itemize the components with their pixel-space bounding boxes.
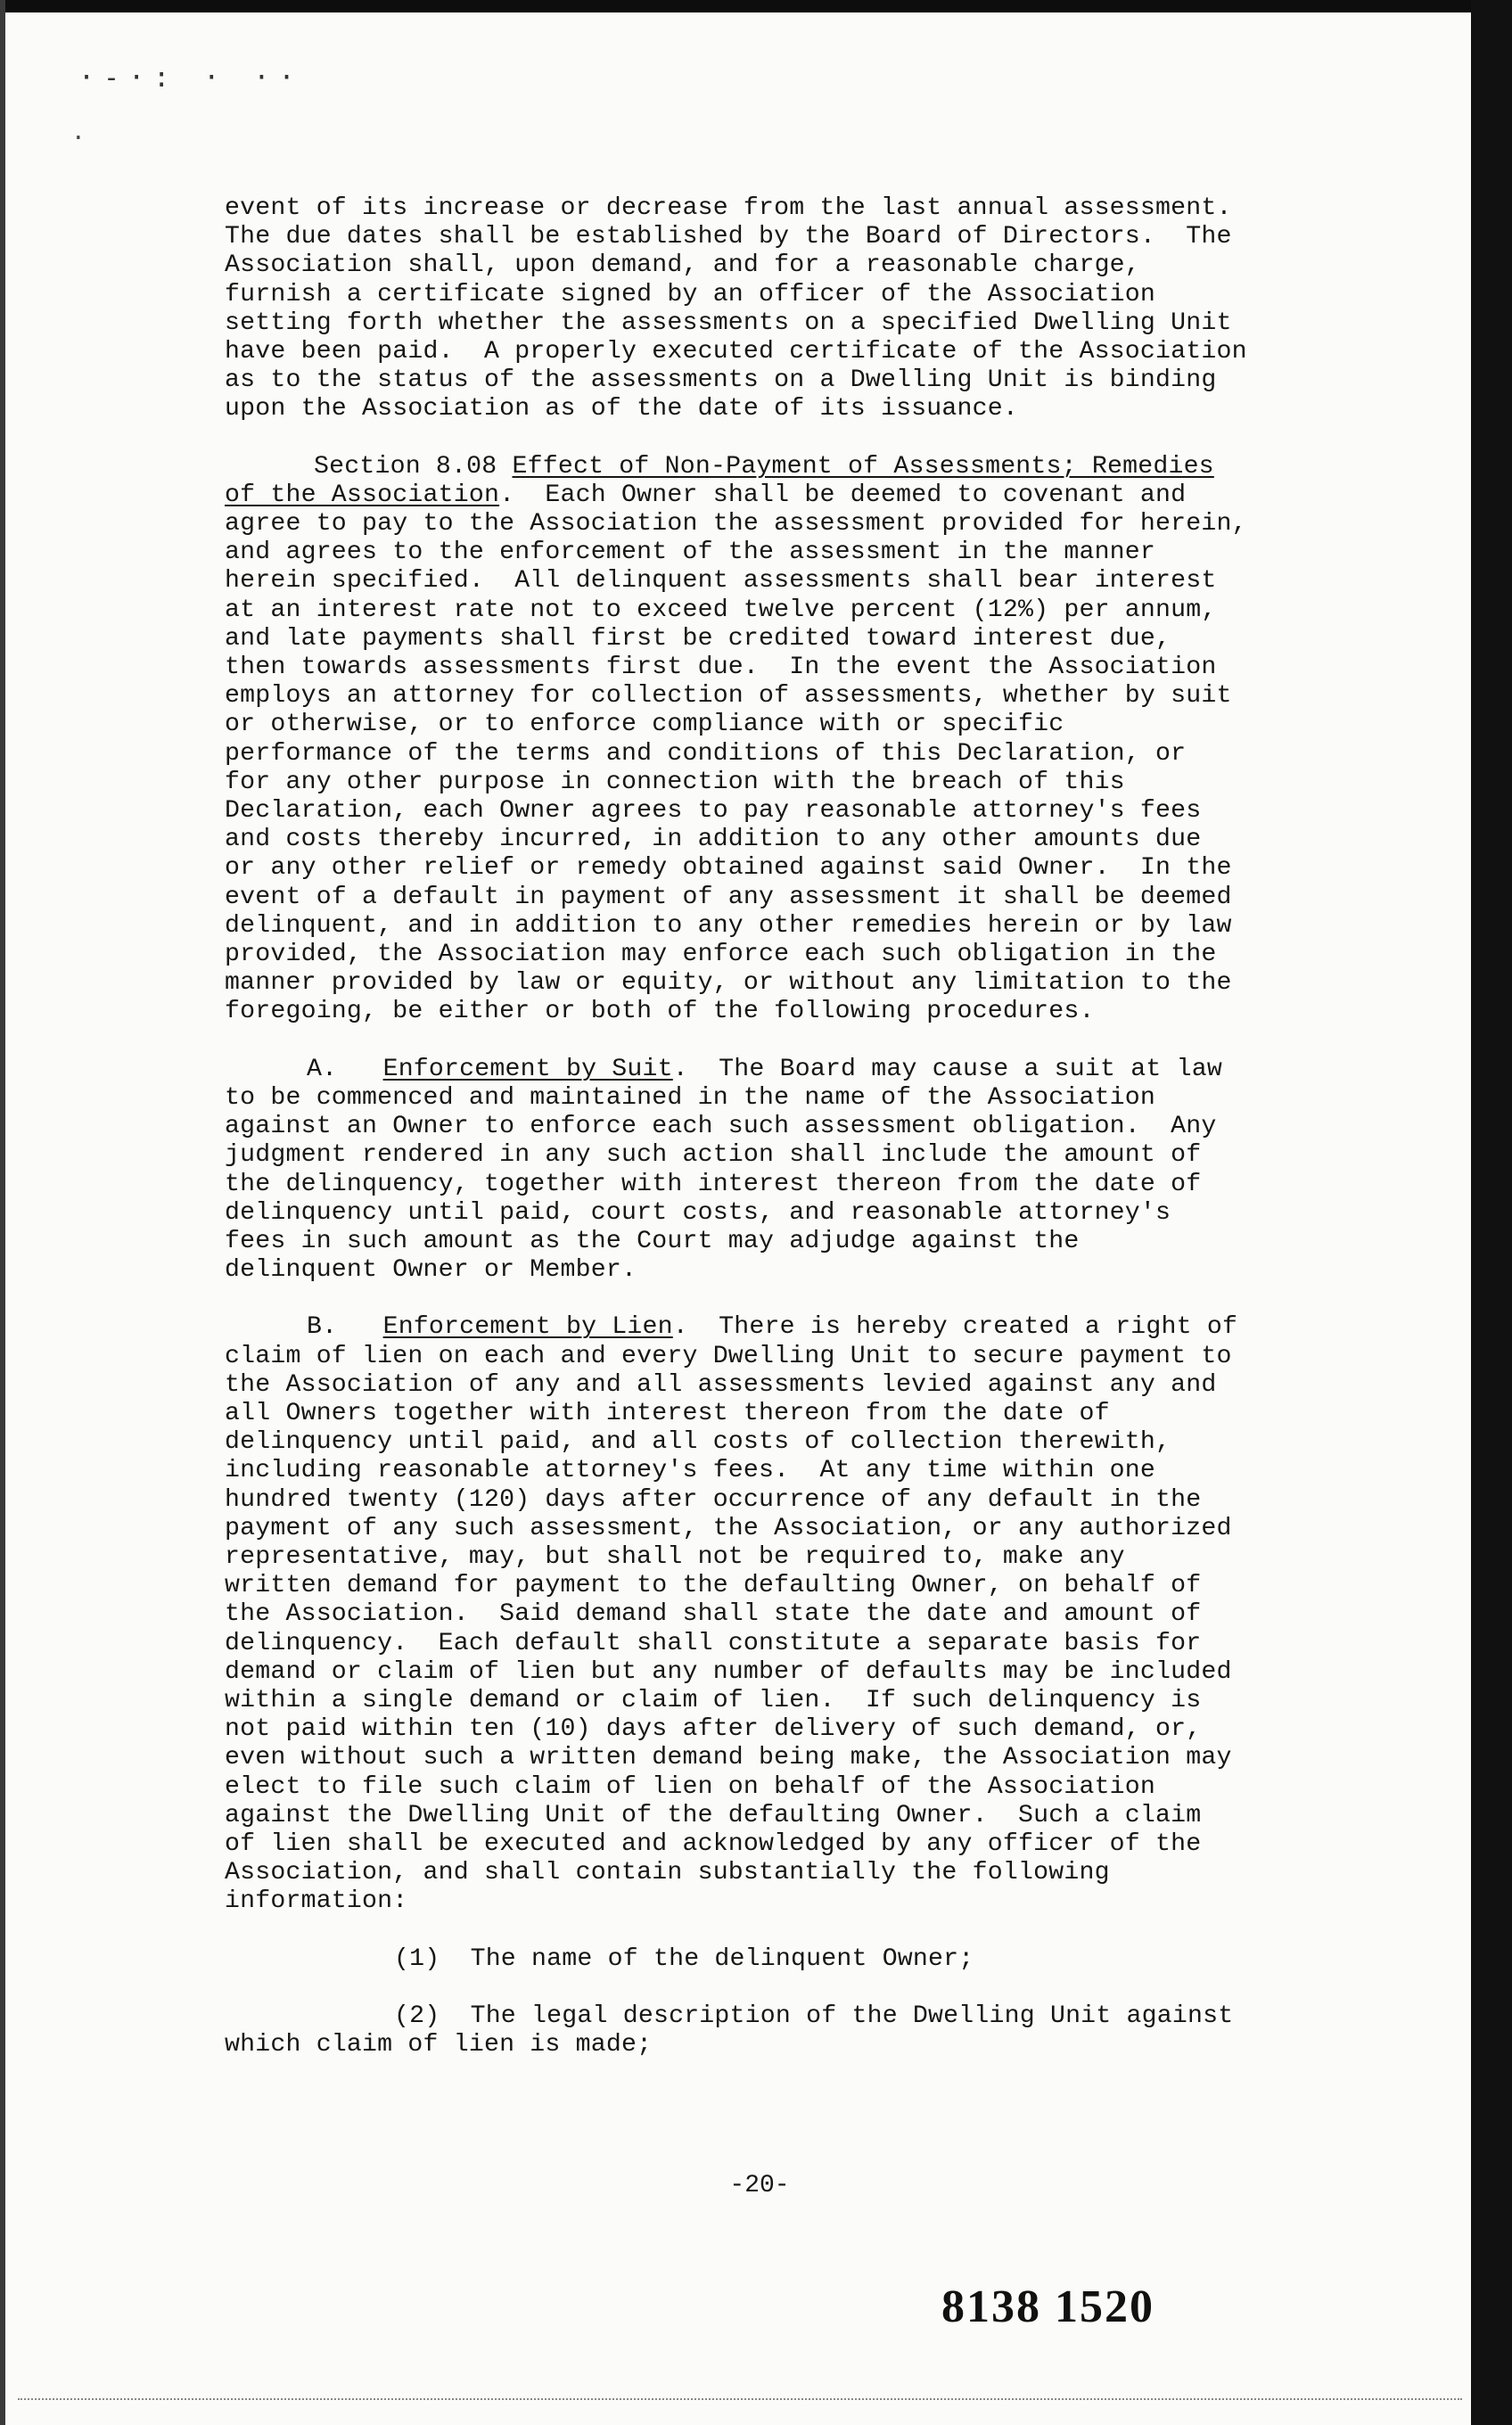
subsection-b-heading-end: .	[672, 1313, 688, 1342]
text-line: against the Dwelling Unit of the defaulting Owner. Such a claim	[225, 1801, 1202, 1829]
text-line: delinquent, and in addition to any other remedies herein or by law	[225, 911, 1232, 940]
text-line: representative, may, but shall not be required to, make any	[225, 1542, 1125, 1571]
scan-specks-lower: ·	[71, 125, 86, 152]
text-line: and agrees to the enforcement of the assessment in the manner	[225, 538, 1156, 567]
text-line: hundred twenty (120) days after occurrence of any default in the	[225, 1485, 1202, 1514]
text-line: information:	[225, 1887, 408, 1916]
text-line: Association, and shall contain substantially the following	[225, 1859, 1110, 1887]
text-line: at an interest rate not to exceed twelve percent (12%) per annum,	[225, 596, 1217, 624]
text-line: employs an attorney for collection of assessments, whether by suit	[225, 682, 1232, 711]
subsection-b-first-line-rest: There is hereby created a right of	[687, 1313, 1238, 1342]
text-line: upon the Association as of the date of its issuance.	[225, 395, 1018, 423]
text-line: elect to file such claim of lien on behalf of the Association	[225, 1772, 1156, 1801]
text-line: or any other relief or remedy obtained against said Owner. In the	[225, 854, 1232, 883]
text-line: have been paid. A properly executed certificate of the Association	[225, 338, 1247, 366]
text-line: setting forth whether the assessments on a specified Dwelling Unit	[225, 308, 1232, 337]
text-line: demand or claim of lien but any number of defaults may be included	[225, 1657, 1232, 1686]
text-line: Declaration, each Owner agrees to pay reasonable attorney's fees	[225, 797, 1202, 826]
section-heading-part2: of the Association	[225, 481, 500, 509]
subsection-a-body	[225, 1084, 1375, 1285]
text-line: including reasonable attorney's fees. At any time within one	[225, 1457, 1156, 1485]
paragraph-continuation	[225, 194, 1375, 424]
scan-edge-right	[1471, 0, 1512, 2425]
text-line: claim of lien on each and every Dwelling Unit to secure payment to	[225, 1342, 1232, 1370]
text-line: all Owners together with interest thereon from the date of	[225, 1399, 1110, 1427]
page-number: -20-	[729, 2172, 790, 2199]
scan-edge-top	[0, 0, 1512, 12]
text-line: delinquency. Each default shall constitute a separate basis for	[225, 1629, 1202, 1657]
section-8-08-body	[225, 510, 1375, 1027]
list-item-2-line1: (2) The legal description of the Dwelling Unit against	[394, 2002, 1234, 2030]
section-heading-part1: Effect of Non-Payment of Assessments; Remedies	[512, 452, 1214, 481]
text-line: within a single demand or claim of lien. If such delinquency is	[225, 1686, 1202, 1714]
subsection-b-marker: B.	[307, 1313, 383, 1342]
text-line: event of a default in payment of any assessment it shall be deemed	[225, 883, 1232, 911]
book-page-stamp: 8138 1520	[941, 2281, 1155, 2332]
section-8-08-second-line	[225, 481, 1375, 510]
subsection-b-heading: Enforcement by Lien	[382, 1313, 673, 1342]
subsection-b-first-line	[225, 1313, 1375, 1342]
list-item-1: (1) The name of the delinquent Owner;	[394, 1944, 974, 1973]
section-label: Section 8.08	[314, 452, 513, 481]
text-line: judgment rendered in any such action shall include the amount of	[225, 1141, 1202, 1170]
list-item-2-line2: which claim of lien is made;	[225, 2030, 653, 2059]
subsection-a-first-line	[225, 1056, 1375, 1084]
text-line: the delinquency, together with interest thereon from the date of	[225, 1170, 1202, 1198]
scan-specks: ·-·: · ··	[78, 62, 304, 94]
text-line: against an Owner to enforce each such assessment obligation. Any	[225, 1113, 1217, 1141]
text-line: performance of the terms and conditions of this Declaration, or	[225, 739, 1187, 768]
section-first-line-rest: Each Owner shall be deemed to covenant and	[514, 481, 1187, 509]
text-line: fees in such amount as the Court may adjudge against the	[225, 1227, 1080, 1255]
text-line: delinquency until paid, and all costs of collection therewith,	[225, 1428, 1171, 1457]
text-line: then towards assessments first due. In the event the Association	[225, 654, 1217, 682]
text-line: and late payments shall first be credited toward interest due,	[225, 624, 1171, 653]
subsection-a-heading-end: .	[672, 1055, 688, 1083]
subsection-a	[225, 1056, 1375, 1286]
text-line: and costs thereby incurred, in addition to any other amounts due	[225, 826, 1202, 854]
text-line: the Association. Said demand shall state the date and amount of	[225, 1600, 1202, 1629]
subsection-b	[225, 1313, 1375, 1916]
text-line: delinquent Owner or Member.	[225, 1256, 637, 1285]
text-line: to be commenced and maintained in the name of the Association	[225, 1083, 1156, 1112]
document-body	[225, 194, 1375, 2059]
text-line: foregoing, be either or both of the following procedures.	[225, 998, 1095, 1026]
text-line: written demand for payment to the defaulting Owner, on behalf of	[225, 1572, 1202, 1600]
text-line: herein specified. All delinquent assessments shall bear interest	[225, 567, 1217, 596]
text-line: of lien shall be executed and acknowledged by any officer of the	[225, 1829, 1202, 1858]
text-line: delinquency until paid, court costs, and reasonable attorney's	[225, 1198, 1171, 1227]
text-line: as to the status of the assessments on a Dwelling Unit is binding	[225, 366, 1217, 395]
text-line: the Association of any and all assessments levied against any and	[225, 1370, 1217, 1399]
subsection-a-marker: A.	[307, 1055, 383, 1083]
section-heading-end: .	[499, 481, 515, 509]
subsection-a-first-line-rest: The Board may cause a suit at law	[687, 1055, 1222, 1083]
section-8-08-first-line	[225, 453, 1375, 481]
text-line: agree to pay to the Association the assessment provided for herein,	[225, 510, 1247, 538]
text-line: furnish a certificate signed by an officer of the Association	[225, 280, 1156, 308]
text-line: provided, the Association may enforce each such obligation in the	[225, 941, 1217, 969]
subsection-a-heading: Enforcement by Suit	[382, 1055, 673, 1083]
text-line: Association shall, upon demand, and for a reasonable charge,	[225, 251, 1140, 280]
text-line: even without such a written demand being make, the Association may	[225, 1744, 1232, 1772]
text-line: event of its increase or decrease from the last annual assessment.	[225, 194, 1232, 222]
scan-edge-bottom	[18, 2398, 1462, 2402]
text-line: not paid within ten (10) days after delivery of such demand, or,	[225, 1715, 1202, 1744]
text-line: The due dates shall be established by the Board of Directors. The	[225, 223, 1232, 251]
text-line: manner provided by law or equity, or without any limitation to the	[225, 969, 1232, 998]
scan-edge-left	[0, 0, 5, 2425]
section-8-08	[225, 453, 1375, 1027]
text-line: payment of any such assessment, the Association, or any authorized	[225, 1514, 1232, 1542]
text-line: or otherwise, or to enforce compliance with or specific	[225, 711, 1064, 739]
text-line: for any other purpose in connection with the breach of this	[225, 768, 1125, 796]
subsection-b-body	[225, 1343, 1375, 1917]
